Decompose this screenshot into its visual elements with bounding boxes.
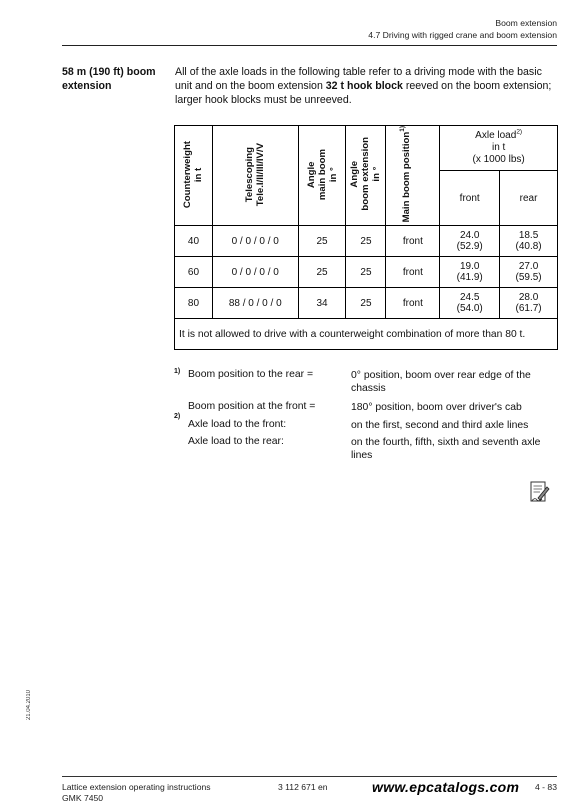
cell-front-load: 19.0 (41.9) [440, 257, 500, 288]
intro-part2: reeved on the boom extension; larger hook blocks must be unreeved. [175, 80, 552, 106]
header-counterweight: Counterweight in t [175, 126, 213, 226]
footer-title: Lattice extension operating instructions [62, 782, 211, 792]
footnote-label-axle-front: Axle load to the front: [188, 419, 287, 430]
cell-telescoping: 88 / 0 / 0 / 0 [212, 288, 298, 319]
footnote-text-front: 180° position, boom over driver's cab [351, 402, 522, 413]
footnote-text-axle-rear: on the fourth, fifth, sixth and seventh axle lines [351, 437, 541, 461]
header-front: front [440, 171, 500, 226]
header-subsection: 4.7 Driving with rigged crane and boom extension [368, 30, 557, 40]
footnote-text-axle-front: on the first, second and third axle lines [351, 420, 529, 431]
table-note: It is not allowed to drive with a counterweight combination of more than 80 t. [175, 319, 558, 350]
cell-angle-main: 25 [298, 257, 346, 288]
footnote-mark-2: 2) [174, 413, 181, 420]
side-date: 21.04.2010 [26, 690, 32, 721]
cell-angle-main: 34 [298, 288, 346, 319]
header-angle-boom-extension: Angle boom extension in ° [346, 126, 386, 226]
footer-model: GMK 7450 [62, 793, 104, 803]
intro-bold: 32 t hook block [325, 80, 403, 92]
header-angle-main-boom: Angle main boom in ° [298, 126, 346, 226]
cell-counterweight: 80 [175, 288, 213, 319]
side-heading: 58 m (190 ft) boom extension [62, 66, 156, 92]
footer-page-number: 4 - 83 [535, 782, 557, 792]
footer-divider [62, 776, 557, 777]
watermark: www.epcatalogs.com [372, 779, 520, 795]
intro-paragraph [175, 65, 560, 107]
cell-front-load: 24.0 (52.9) [440, 226, 500, 257]
cell-front-load: 24.5 (54.0) [440, 288, 500, 319]
cell-angle-ext: 25 [346, 288, 386, 319]
cell-position: front [386, 288, 440, 319]
cell-position: front [386, 226, 440, 257]
table-row [175, 257, 558, 288]
table-row [175, 288, 558, 319]
footnote-label-rear: Boom position to the rear = [188, 369, 314, 380]
cell-rear-load: 27.0 (59.5) [500, 257, 558, 288]
cell-angle-main: 25 [298, 226, 346, 257]
cell-angle-ext: 25 [346, 257, 386, 288]
footnote-label-front: Boom position at the front = [188, 401, 316, 412]
header-main-boom-position: Main boom position$^{1)}$ [386, 126, 440, 226]
footer-doc-number: 3 112 671 en [278, 782, 328, 792]
intro-part1: All of the axle loads in the following table refer to a driving mode with the basic unit and on the boom extension [175, 66, 542, 92]
table-row [175, 226, 558, 257]
header-telescoping: Telescoping Tele.I/II/III/IV/V [212, 126, 298, 226]
cell-angle-ext: 25 [346, 226, 386, 257]
header-section: Boom extension [495, 18, 557, 28]
cell-telescoping: 0 / 0 / 0 / 0 [212, 226, 298, 257]
cell-telescoping: 0 / 0 / 0 / 0 [212, 257, 298, 288]
cell-rear-load: 18.5 (40.8) [500, 226, 558, 257]
axle-load-table [174, 125, 558, 350]
header-axle-load: Axle load$^{2)}$ in t (x 1000 lbs) [440, 126, 558, 171]
footnote-label-axle-rear: Axle load to the rear: [188, 436, 284, 447]
cell-counterweight: 60 [175, 257, 213, 288]
footnote-text-rear: 0° position, boom over rear edge of the chassis [351, 370, 531, 394]
cell-position: front [386, 257, 440, 288]
footnote-mark-1: 1) [174, 368, 181, 375]
cell-rear-load: 28.0 (61.7) [500, 288, 558, 319]
header-rear: rear [500, 171, 558, 226]
notes-pencil-icon [530, 481, 550, 503]
cell-counterweight: 40 [175, 226, 213, 257]
header-divider [62, 45, 557, 46]
